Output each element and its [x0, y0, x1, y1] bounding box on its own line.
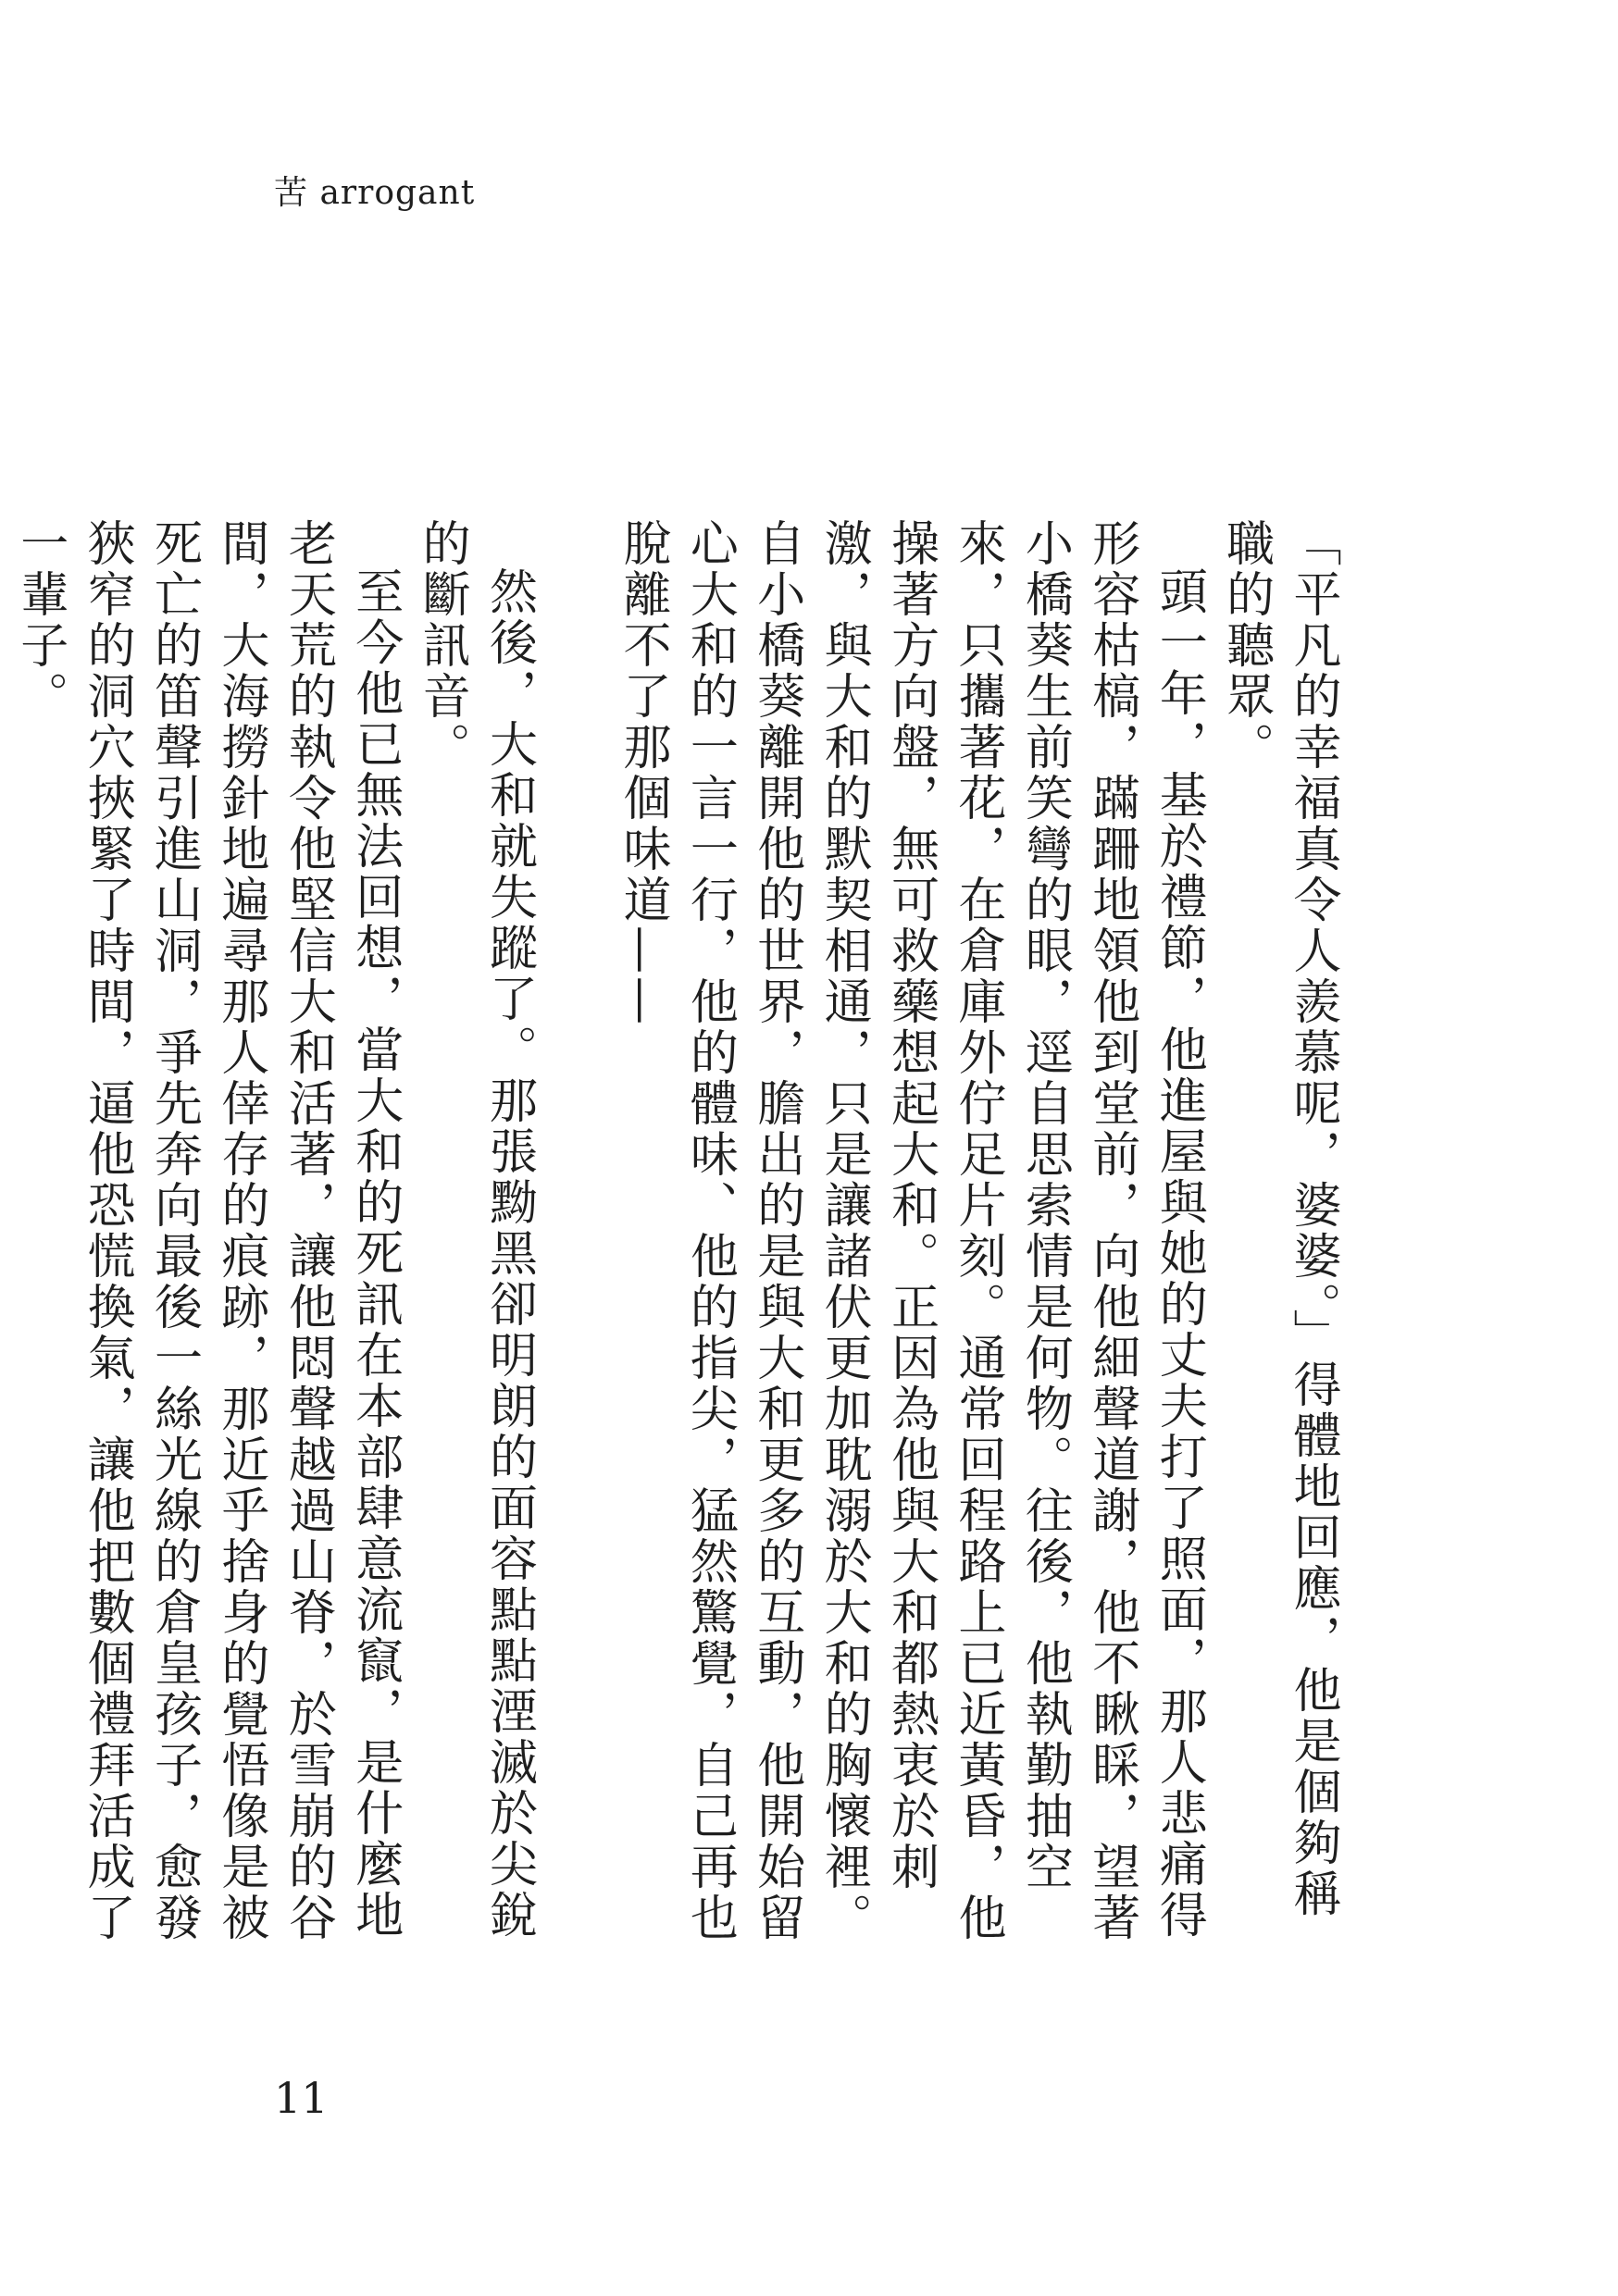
- vertical-body-text: [6, 518, 1346, 1962]
- paragraph-disappearance: 然後，大和就失蹤了。那張黝黑卻明朗的面容點點湮滅於尖銳的斷訊音。: [414, 518, 537, 1941]
- paragraph-first-year: 頭一年，基於禮節，他進屋與她的丈夫打了照面，那人悲痛得形容枯槁，蹣跚地領他到堂前，向他細聲道謝，他不瞅睬，望著小橋葵生前笑彎的眼，逕自思索情是何物。往後，他執勤抽空來，只攜著花，在倉庫外佇足片刻。通常回程路上已近黃昏，他操著方向盤，無可救藥想起大和。正因為他與大和都熱衷於刺激，與大和的默契相通，只是讓諸伏更加耽溺於大和的胸懷裡。自小橋葵離開他的世界，膽出的是與大和更多的互動，他開始留心大和的一言一行，他的體味、他的指尖，猛然驚覺，自己再也脫離不了那個味道——: [614, 518, 1207, 1943]
- page-number: 11: [274, 2073, 329, 2123]
- running-title: 苦 arrogant: [274, 174, 476, 212]
- paragraph-search: 至今他已無法回想，當大和的死訊在本部肆意流竄，是什麼地老天荒的執令他堅信大和活著，讓他悶聲越過山脊，於雪崩的谷間，大海撈針地遍尋那人倖存的痕跡，那近乎捨身的覺悟像是被死亡的笛聲引進山洞，爭先奔向最後一絲光線的倉皇孩子，愈發狹窄的洞穴挾緊了時間，逼他恐慌換氣，讓他把數個禮拜活成了一輩子。: [11, 518, 403, 1943]
- section-break: [542, 518, 609, 1962]
- paragraph-dialogue: 「平凡的幸福真令人羨慕呢，婆婆。」得體地回應，他是個夠稱職的聽眾。: [1217, 518, 1340, 1919]
